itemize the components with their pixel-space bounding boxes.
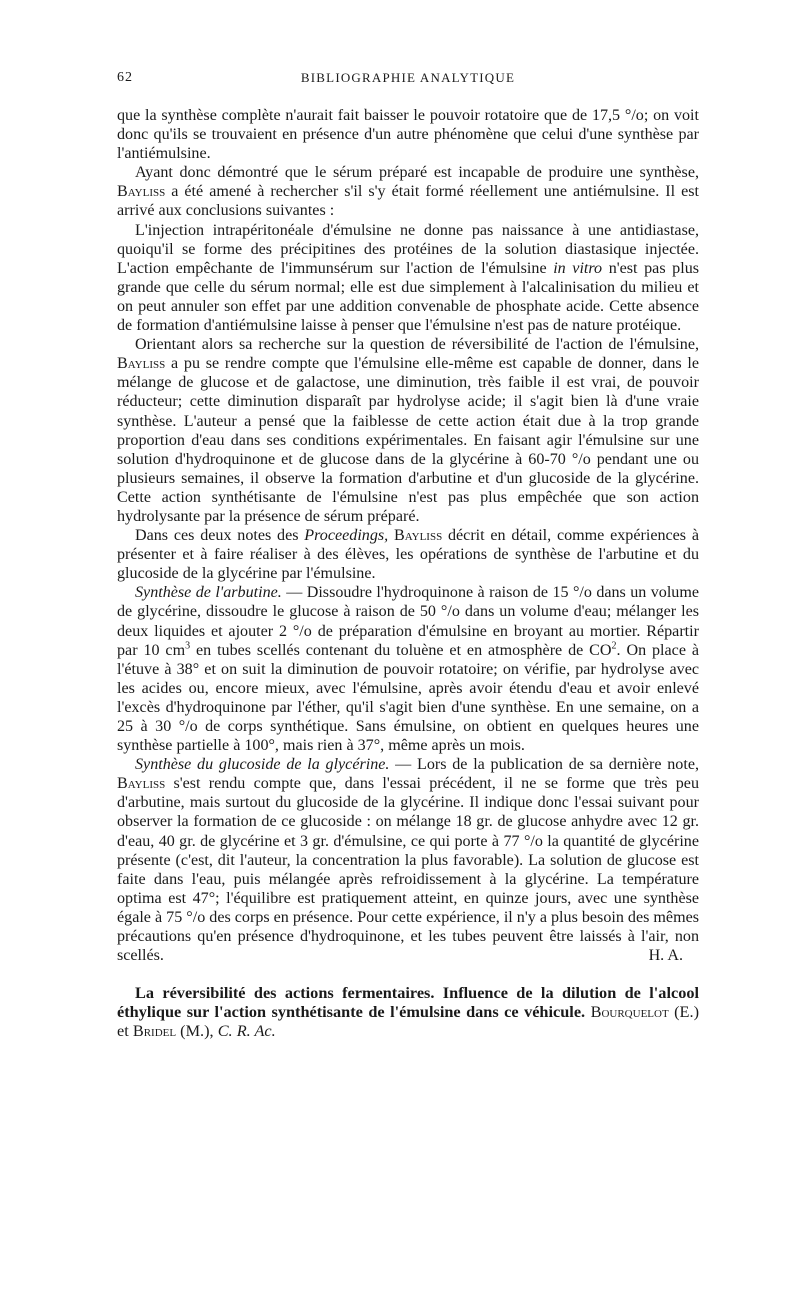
section-heading: Synthèse de l'arbutine. [135, 584, 282, 602]
superscript: 2 [611, 640, 617, 652]
author-name: Bayliss [393, 527, 443, 545]
paragraph-text: — Dissoudre l'hydroquinone à raison de 15 °/o dans un volume de glycérine, dissoudre le glucose à raison de 50 °/o dans un volume d'eau; mélanger les deux liquides et ajouter 2 °/o de préparation d'émulsine en broyant au mortier. Répartir par 10 cm [117, 584, 700, 659]
paragraph-text: Ayant donc démontré que le sérum préparé est incapable de produire une synthèse, [135, 164, 699, 182]
paragraph-text: . On place à l'étuve à 38° et on suit la diminution de pouvoir rotatoire; on vérifie, par hydrolyse avec les acides ou, encore mieux, avec l'émulsine, après avoir étendu d'eau et avoir enlevé l'excès d'hydroquinone par l'éther, qu'il s'agit bien d'une synthèse. En une semaine, on a 25 à 30 °/o de corps synthétique. Sans émulsine, on obtient en quelques heures une synthèse partielle à 100°, mais rien à 37°, même après un mois. [117, 641, 699, 755]
paragraph-arbutine-synthesis [117, 583, 699, 755]
document-page [117, 70, 699, 1040]
author-name: Bridel [132, 1021, 177, 1041]
italic-term: Proceedings, [304, 527, 389, 545]
paragraph-text: — Lors de la publication de sa dernière note, [389, 756, 699, 774]
paragraph-text: s'est rendu compte que, dans l'essai précédent, il ne se forme que très peu d'arbutine, mais surtout du glucoside de la glycérine. Il indique donc l'essai suivant pour observer la formation de ce glucoside : on mélange 18 gr. de glucose anhydre avec 12 gr. d'eau, 40 gr. de glycérine et 3 gr. d'émulsine, ce qui porte à 77 °/o la quantité de glycérine présente (c'est, dit l'auteur, la concentration la plus favorable). La solution de glucose est faite dans l'eau, puis mélangée après refroidissement à la glycérine. La température optima est 47°; l'équilibre est pratiquement atteint, en quinze jours, avec une synthèse égale à 75 °/o des corps en présence. Pour cette expérience, il n'y a plus besoin des mêmes précautions qu'en présence d'hydroquinone, et les tubes peuvent être laissés à l'air, non scellés. [117, 775, 699, 965]
paragraph-glycerine-synthesis [117, 755, 699, 965]
paragraph-text: a été amené à rechercher s'il s'y était formé réellement une antiémulsine. Il est arrivé aux conclusions suivantes : [117, 183, 699, 220]
signature-initials: H. A. [648, 947, 683, 965]
running-head [117, 70, 699, 94]
author-name: Bayliss [117, 183, 166, 201]
author-initials: (M.), [176, 1021, 218, 1041]
paragraph-text: a pu se rendre compte que l'émulsine elle-même est capable de donner, dans le mélange de glucose et de galactose, une diminution, très faible il est vrai, de pouvoir réducteur; cette diminution disparaît par hydrolyse acide; il s'agit bien là d'une vraie synthèse. L'auteur a pensé que la faiblesse de cette action était due à la trop grande proportion d'eau dans ses conditions expérimentales. En faisant agir l'émulsine sur une solution d'hydroquinone et de glucose dans de la glycérine à 60-70 °/o pendant une ou plusieurs semaines, il observe la formation d'arbutine et d'un glucoside de la glycérine. Cette action synthétisante de l'émulsine n'est pas plus empêchée que son action hydrolysante par la présence de sérum préparé. [117, 355, 699, 525]
italic-term: in vitro [553, 259, 603, 277]
header-title: BIBLIOGRAPHIE ANALYTIQUE [300, 70, 516, 85]
paragraph-proceedings [117, 526, 699, 583]
section-heading: Synthèse du glucoside de la glycérine. [135, 756, 390, 774]
paragraph-text: en tubes scellés contenant du toluène et en atmosphère de CO [190, 641, 612, 659]
paragraph-text: Dans ces deux notes des [135, 527, 305, 545]
entry-title: La réversibilité des actions fermentaires. Influence de la dilution de l'alcool éthylique sur l'action synthétisante de l'émulsine dans ce véhicule. [117, 983, 699, 1022]
paragraph-serum [117, 163, 699, 220]
author-initials: (E.) et [117, 1002, 699, 1041]
paragraph-text: n'est pas plus grande que celle du sérum normal; elle est due simplement à l'alcalinisation du milieu et on peut annuler son effet par une addition convenable de phosphate acide. Cette absence de formation d'antiémulsine laisse à penser que l'émulsine n'est pas de nature protéique. [117, 259, 699, 335]
author-name: Bayliss [117, 775, 166, 793]
paragraph-reversibility [117, 335, 699, 526]
paragraph-injection [117, 221, 699, 336]
author-name: Bayliss [117, 355, 166, 373]
paragraph-continuation: que la synthèse complète n'aurait fait baisser le pouvoir rotatoire que de 17,5 °/o; on voit donc qu'ils se trouvaient en présence d'un autre phénomène que celui d'une synthèse par l'antiémulsine. [117, 107, 699, 163]
paragraph-text: décrit en détail, comme expériences à présenter et à faire réaliser à des élèves, les opérations de synthèse de l'arbutine et du glucoside de la glycérine par l'émulsine. [117, 527, 700, 583]
author-name: Bourquelot [590, 1002, 669, 1022]
paragraph-text: Orientant alors sa recherche sur la question de réversibilité de l'action de l'émulsine, [135, 336, 699, 354]
paragraph-text: L'injection intrapéritonéale d'émulsine ne donne pas naissance à une antidiastase, quoiqu'il se forme des précipitines des protéines de la solution diastasique injectée. L'action empêchante de l'immunsérum sur l'action de l'émulsine [117, 221, 699, 277]
next-entry [117, 983, 699, 1040]
journal-name: C. R. Ac. [217, 1021, 276, 1041]
page-number: 62 [117, 70, 133, 85]
superscript: 3 [185, 640, 191, 652]
